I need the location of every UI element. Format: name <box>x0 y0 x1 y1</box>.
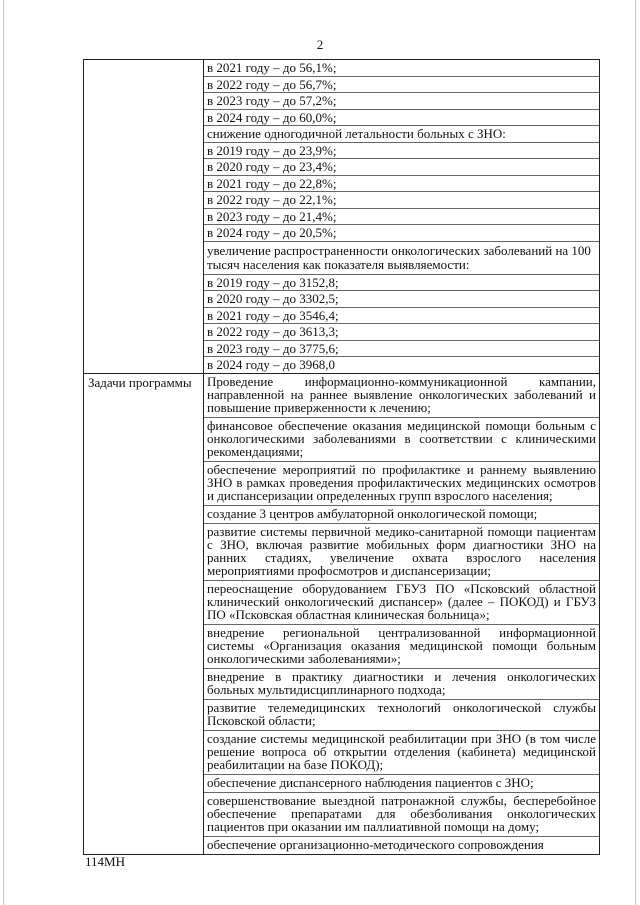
indicator-line: в 2020 году – до 3302,5; <box>204 291 599 308</box>
task-item: переоснащение оборудованием ГБУЗ ПО «Псковский областной клинический онкологический диспансер» (далее – ПОКОД) и ГБУЗ ПО «Псковская областная клиническая больница»; <box>204 581 599 625</box>
indicator-line: в 2024 году – до 20,5%; <box>204 225 599 242</box>
tasks-cell <box>204 373 600 854</box>
indicator-line: в 2022 году – до 22,1%; <box>204 192 599 209</box>
document-code: 114МН <box>85 854 125 869</box>
tasks-row <box>84 373 600 854</box>
scan-edge-left <box>3 0 4 905</box>
task-item: развитие телемедицинских технологий онкологической службы Псковской области; <box>204 700 599 731</box>
task-item: внедрение в практику диагностики и лечения онкологических больных мультидисциплинарного подхода; <box>204 669 599 700</box>
task-item: развитие системы первичной медико-санитарной помощи пациентам с ЗНО, включая развитие мобильных форм диагностики ЗНО на ранних стадиях, увеличение охвата взрослого населения мероприятиями профосмотров и диспансеризации; <box>204 524 599 581</box>
indicator-line: в 2021 году – до 56,1%; <box>204 60 599 77</box>
tasks-label-cell <box>84 373 204 854</box>
page-number: 2 <box>316 37 324 52</box>
indicator-line: в 2019 году – до 23,9%; <box>204 143 599 160</box>
indicator-line: в 2019 году – до 3152,8; <box>204 275 599 292</box>
task-item: совершенствование выездной патронажной службы, бесперебойное обеспечение препаратами для обезболивания онкологических пациентов при оказании им паллиативной помощи на дому; <box>204 793 599 837</box>
indicator-line: в 2023 году – до 3775,6; <box>204 341 599 358</box>
indicator-line: в 2023 году – до 57,2%; <box>204 93 599 110</box>
task-item: обеспечение организационно-методического сопровождения <box>207 836 544 852</box>
indicator-line: в 2021 году – до 22,8%; <box>204 176 599 193</box>
program-table <box>83 59 600 855</box>
indicators-row <box>84 60 600 374</box>
indicator-line: в 2022 году – до 3613,3; <box>204 324 599 341</box>
indicator-line: в 2022 году – до 56,7%; <box>204 77 599 94</box>
task-item: Проведение информационно-коммуникационной кампании, направленной на раннее выявление онкологических заболеваний и повышение приверженности к лечению; <box>204 374 599 418</box>
indicator-line: увеличение распространенности онкологических заболеваний на 100 тысяч населения как показателя выявляемости: <box>204 242 599 275</box>
tasks-label: Задачи программы <box>88 374 192 390</box>
indicator-line: в 2024 году – до 3968,0 <box>207 357 336 372</box>
indicator-line: в 2020 году – до 23,4%; <box>204 159 599 176</box>
indicator-line: снижение одногодичной летальности больных с ЗНО: <box>204 126 599 143</box>
scan-edge-right <box>635 0 636 905</box>
indicator-line: в 2023 году – до 21,4%; <box>204 209 599 226</box>
indicator-line: в 2024 году – до 60,0%; <box>204 110 599 127</box>
task-item: обеспечение диспансерного наблюдения пациентов с ЗНО; <box>204 775 599 793</box>
indicators-cell <box>204 60 600 374</box>
indicators-label-cell <box>84 60 204 374</box>
task-item: обеспечение мероприятий по профилактике и раннему выявлению ЗНО в рамках проведения профилактических медицинских осмотров и диспансеризации определенных групп взрослого населения; <box>204 462 599 506</box>
indicator-line: в 2021 году – до 3546,4; <box>204 308 599 325</box>
task-item: финансовое обеспечение оказания медицинской помощи больным с онкологическими заболеваниями в соответствии с клиническими рекомендациями; <box>204 418 599 462</box>
task-item: создание 3 центров амбулаторной онкологической помощи; <box>204 506 599 524</box>
task-item: создание системы медицинской реабилитации при ЗНО (в том числе решение вопроса об открытии отделения (кабинета) медицинской реабилитации на базе ПОКОД); <box>204 731 599 775</box>
task-item: внедрение региональной централизованной информационной системы «Организация оказания медицинской помощи больным онкологическими заболеваниями»; <box>204 625 599 669</box>
